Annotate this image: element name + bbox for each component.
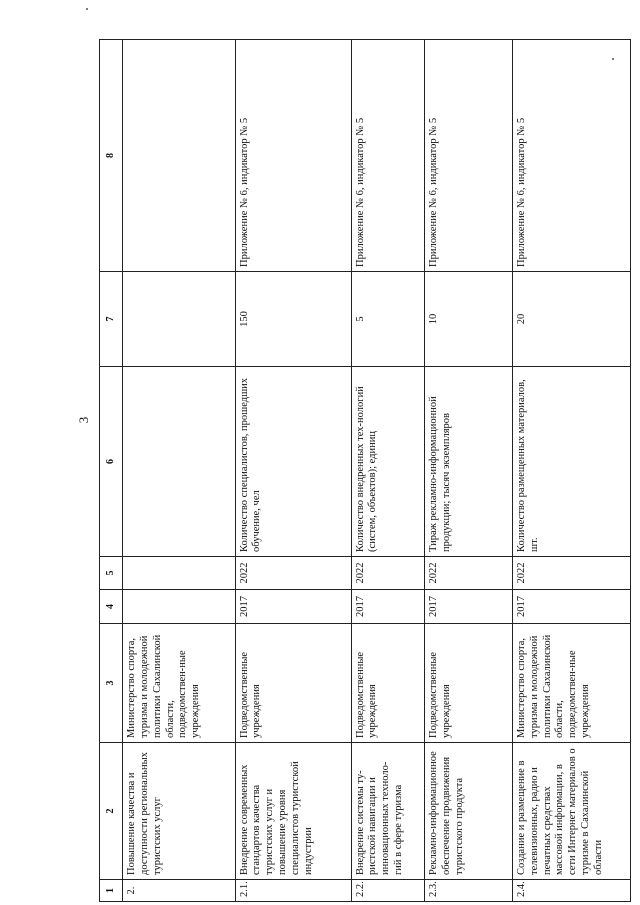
indicator: Количество специалистов, прошедших обучение, чел (235, 367, 351, 557)
header-cell: 5 (100, 557, 123, 590)
start-year: 2017 (235, 590, 351, 624)
appendix-link (123, 40, 235, 272)
end-year: 2022 (512, 557, 630, 590)
end-year (123, 557, 235, 590)
target-value (123, 272, 235, 367)
executor: Министерство спорта, туризма и молодежной политики Сахалинской области, подведомствен-ные учреждения (512, 624, 630, 743)
start-year: 2017 (424, 590, 512, 624)
row-number: 2.4. (512, 880, 630, 902)
header-cell: 6 (100, 367, 123, 557)
end-year: 2022 (235, 557, 351, 590)
appendix-link: Приложение № 6, индикатор № 5 (424, 40, 512, 272)
scan-speck (86, 8, 88, 10)
page-number: 3 (76, 416, 91, 424)
row-number: 2. (123, 880, 235, 902)
table-row (424, 40, 512, 902)
header-cell: 3 (100, 624, 123, 743)
indicator (123, 367, 235, 557)
table-row (123, 40, 235, 902)
indicator: Количество внедренных тех-нологий (систем, объектов); единиц (351, 367, 424, 557)
table-row (512, 40, 630, 902)
start-year: 2017 (351, 590, 424, 624)
header-cell: 7 (100, 272, 123, 367)
activity-name: Повышение качества и доступности региональных туристских услуг (123, 743, 235, 880)
end-year: 2022 (351, 557, 424, 590)
target-value: 5 (351, 272, 424, 367)
end-year: 2022 (424, 557, 512, 590)
table-row (235, 40, 351, 902)
target-value: 20 (512, 272, 630, 367)
executor: Подведомственные учреждения (351, 624, 424, 743)
executor: Министерство спорта, туризма и молодежной политики Сахалинской области, подведомствен-ные учреждения (123, 624, 235, 743)
indicator: Тираж рекламно-информационной продукции; тысяч экземпляров (424, 367, 512, 557)
header-cell: 8 (100, 40, 123, 272)
rotated-table (99, 40, 631, 902)
appendix-link: Приложение № 6, индикатор № 5 (351, 40, 424, 272)
start-year (123, 590, 235, 624)
activity-name: Рекламно-информационное обеспечение продвижения туристского продукта (424, 743, 512, 880)
row-number: 2.2. (351, 880, 424, 902)
table-row (351, 40, 424, 902)
program-activities-table (99, 39, 631, 902)
start-year: 2017 (512, 590, 630, 624)
indicator: Количество размещенных материалов, шт. (512, 367, 630, 557)
activity-name: Внедрение системы ту-ристской навигации и инновационных техноло-гий в сфере туризма (351, 743, 424, 880)
executor: Подведомственные учреждения (424, 624, 512, 743)
header-cell: 4 (100, 590, 123, 624)
activity-name: Создание и размещение в телевизионных, радио и печатных средствах массовой информации, в сети Интернет материалов о туризме в Сахалинской области (512, 743, 630, 880)
rotated-table-container (99, 40, 631, 902)
target-value: 150 (235, 272, 351, 367)
table-header-row (100, 40, 123, 902)
header-cell: 2 (100, 743, 123, 880)
appendix-link: Приложение № 6, индикатор № 5 (512, 40, 630, 272)
row-number: 2.3. (424, 880, 512, 902)
executor: Подведомственные учреждения (235, 624, 351, 743)
appendix-link: Приложение № 6, индикатор № 5 (235, 40, 351, 272)
header-cell: 1 (100, 880, 123, 902)
activity-name: Внедрение современных стандартов качества туристских услуг и повышение уровня специалистов туристской индустрии (235, 743, 351, 880)
row-number: 2.1. (235, 880, 351, 902)
target-value: 10 (424, 272, 512, 367)
